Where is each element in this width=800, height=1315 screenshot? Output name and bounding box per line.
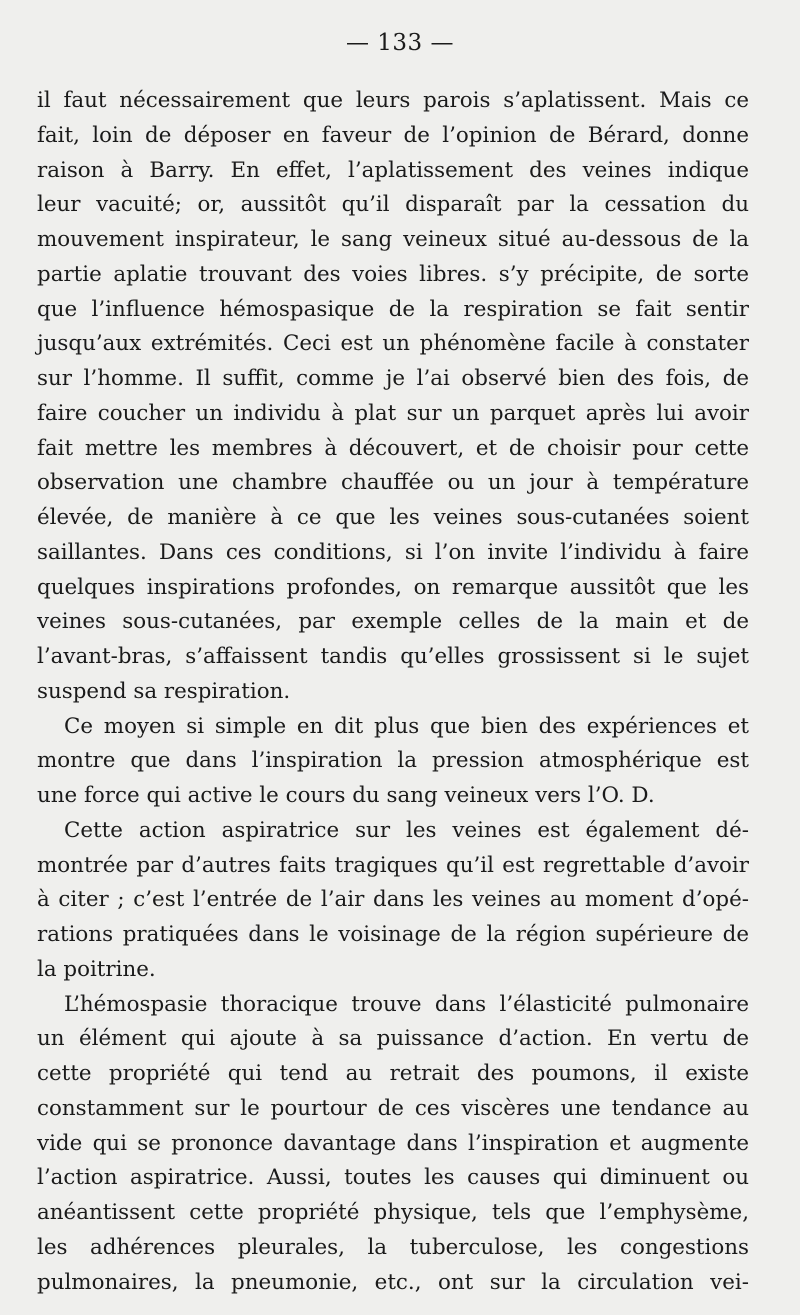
- text-line: l’action aspiratrice. Aussi, toutes les causes qui diminuent ou: [37, 1165, 749, 1191]
- paragraph-1: [37, 84, 749, 710]
- text-line: veines sous-cutanées, par exemple celles de la main et de: [37, 609, 749, 635]
- text-line: quelques inspirations profondes, on remarque aussitôt que les: [37, 574, 749, 600]
- text-line: à citer ; c’est l’entrée de l’air dans les veines au moment d’opé-: [37, 887, 749, 913]
- text-line: partie aplatie trouvant des voies libres. s’y précipite, de sorte: [37, 261, 749, 287]
- text-line: Ce moyen si simple en dit plus que bien des expériences et: [64, 713, 749, 739]
- text-line: Cette action aspiratrice sur les veines est également dé-: [64, 817, 749, 843]
- text-line: un élément qui ajoute à sa puissance d’action. En vertu de: [37, 1026, 749, 1052]
- text-line: vide qui se prononce davantage dans l’inspiration et augmente: [37, 1130, 749, 1156]
- text-line: fait mettre les membres à découvert, et de choisir pour cette: [37, 435, 749, 461]
- text-line: fait, loin de déposer en faveur de l’opinion de Bérard, donne: [37, 122, 749, 148]
- page-number: — 133 —: [345, 30, 455, 56]
- text-line: montrée par d’autres faits tragiques qu’il est regrettable d’avoir: [37, 852, 749, 878]
- text-line: montre que dans l’inspiration la pression atmosphérique est: [37, 748, 749, 774]
- text-line: observation une chambre chauffée ou un jour à température: [37, 470, 749, 496]
- text-line: la poitrine.: [37, 956, 156, 982]
- text-line: les adhérences pleurales, la tuberculose, les congestions: [37, 1234, 749, 1260]
- body-text: [37, 84, 749, 1300]
- paragraph-3: [37, 814, 749, 988]
- paragraph-2: [37, 710, 749, 814]
- text-line: mouvement inspirateur, le sang veineux situé au-dessous de la: [37, 227, 749, 252]
- text-line: sur l’homme. Il suffit, comme je l’ai observé bien des fois, de: [37, 366, 749, 391]
- text-line: que l’influence hémospasique de la respiration se fait sentir: [37, 296, 749, 322]
- text-line: rations pratiquées dans le voisinage de la région supérieure de: [37, 922, 749, 947]
- text-line: jusqu’aux extrémités. Ceci est un phénomène facile à constater: [37, 331, 749, 357]
- text-line: pulmonaires, la pneumonie, etc., ont sur la circulation vei-: [37, 1269, 749, 1295]
- text-line: saillantes. Dans ces conditions, si l’on invite l’individu à faire: [37, 539, 749, 565]
- text-line: leur vacuité; or, aussitôt qu’il disparaît par la cessation du: [37, 192, 749, 218]
- text-line: une force qui active le cours du sang veineux vers l’O. D.: [37, 783, 655, 808]
- text-line: l’avant-bras, s’affaissent tandis qu’elles grossissent si le sujet: [37, 644, 749, 669]
- text-line: élevée, de manière à ce que les veines sous-cutanées soient: [37, 505, 749, 530]
- paragraph-4: [37, 988, 749, 1301]
- text-line: raison à Barry. En effet, l’aplatissement des veines indique: [37, 157, 749, 183]
- text-line: constamment sur le pourtour de ces viscères une tendance au: [37, 1095, 749, 1121]
- text-line: anéantissent cette propriété physique, tels que l’emphysème,: [37, 1200, 749, 1225]
- text-line: cette propriété qui tend au retrait des poumons, il existe: [37, 1061, 749, 1086]
- text-line: il faut nécessairement que leurs parois s’aplatissent. Mais ce: [37, 88, 749, 113]
- text-line: suspend sa respiration.: [37, 678, 291, 704]
- text-line: faire coucher un individu à plat sur un parquet après lui avoir: [37, 400, 749, 426]
- text-line: L’hémospasie thoracique trouve dans l’élasticité pulmonaire: [64, 991, 749, 1017]
